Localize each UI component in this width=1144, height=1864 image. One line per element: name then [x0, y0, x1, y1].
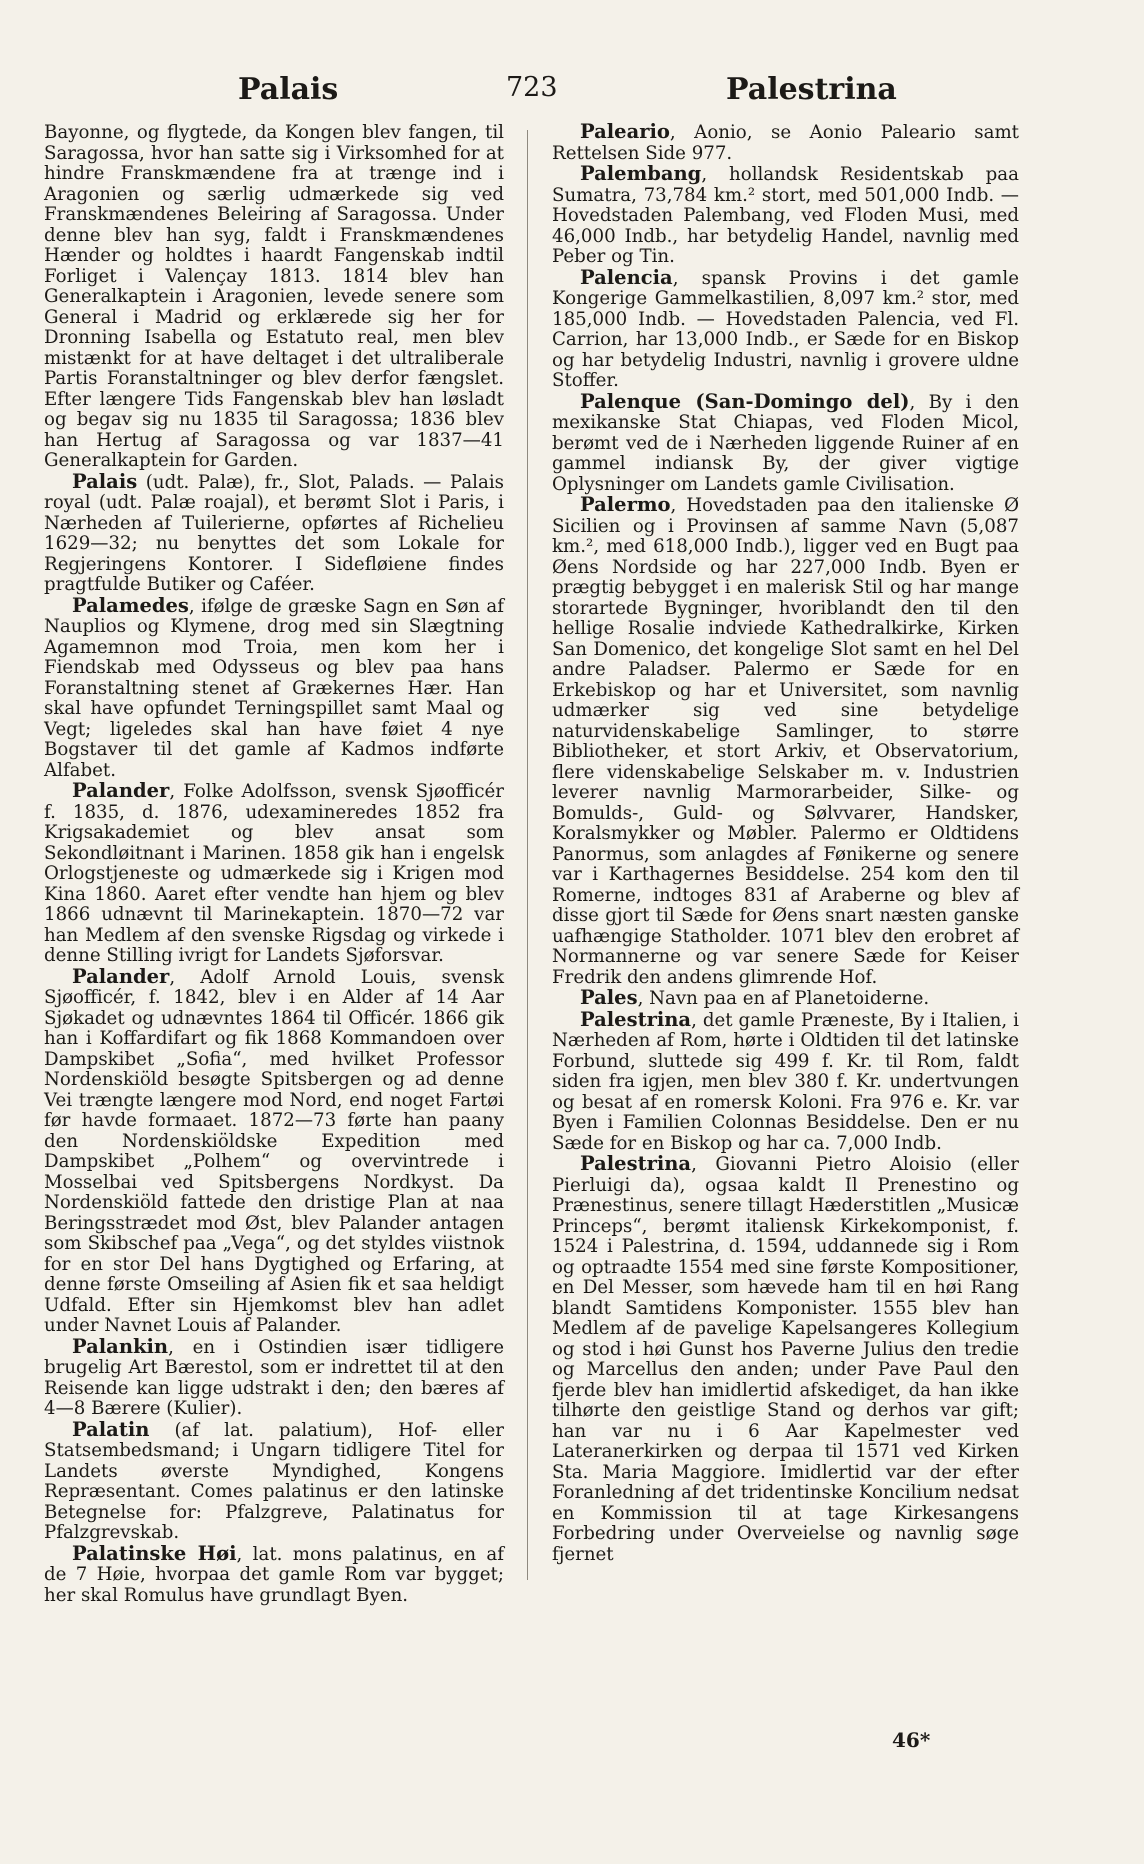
dictionary-entry: [552, 265, 1019, 392]
entry-headword: Palander: [72, 964, 170, 988]
entry-text: , hollandsk Residentskab paa Sumatra, 73,784 km.² stort, med 501,000 Indb. — Hovedstaden Palembang, ved Floden Musi, med 46,000 Indb., har betydelig Handel, navnlig med Peber og Tin.: [552, 164, 1019, 267]
page-number: 723: [506, 72, 558, 103]
entry-headword: Palankin: [72, 1334, 169, 1358]
entry-text: , Hovedstaden paa den italienske Ø Sicilien og i Provinsen af samme Navn (5,087 km.², med 618,000 Indb.), ligger ved en Bugt paa Øens Nordside og har 227,000 Indb. Byen er prægtig bebygget i en malerisk Stil og har mange storartede Bygninger, hvoriblandt den til den hellige Rosalie indviede Kathedralkirke, Kirken San Domenico, det kongelige Slot samt en hel Del andre Paladser. Palermo er Sæde for en Erkebiskop og har et Universitet, som navnlig udmærker sig ved sine betydelige naturvidenskabelige Samlinger, to større Bibliotheker, et stort Arkiv, et Observatorium, flere videnskabelige Selskaber m. v. Industrien leverer navnlig Marmorarbeider, Silke- og Bomulds-, Guld- og Sølvvarer, Handsker, Koralsmykker og Møbler. Palermo er Oldtidens Panormus, som anlagdes af Fønikerne og senere var i Karthagernes Besiddelse. 254 kom den til Romerne, indtoges 831 af Araberne og blev af disse gjort til Sæde for Øens snart næsten ganske uafhængige Statholder. 1071 blev den erobret af Normannerne og var senere Sæde for Keiser Fredrik den andens glimrende Hof.: [552, 495, 1019, 988]
dictionary-entry: [44, 1541, 505, 1607]
entry-text: Bayonne, og flygtede, da Kongen blev fangen, til Saragossa, hvor han satte sig i Virksomhed for at hindre Franskmændene fra at trænge ind i Aragonien og særlig udmærkede sig ved Franskmændenes Beleiring af Saragossa. Under denne blev han syg, faldt i Franskmændenes Hænder og holdtes i haardt Fangenskab indtil Forliget i Valençay 1813. 1814 blev han Generalkaptein i Aragonien, levede senere som General i Madrid og erklærede sig her for Dronning Isabella og Estatuto real, men blev mistænkt for at have deltaget i det ultraliberale Partis Foranstaltninger og blev derfor fængslet. Efter længere Tids Fangenskab blev han løsladt og begav sig nu 1835 til Saragossa; 1836 blev han Hertug af Saragossa og var 1837—41 Generalkaptein for Garden.: [44, 122, 504, 471]
dictionary-entry: [44, 781, 504, 967]
entry-headword: Palermo: [580, 493, 671, 516]
entry-text: , lat. mons palatinus, en af de 7 Høie, hvorpaa det gamle Rom var bygget; her skal Romulus have grundlagt Byen.: [44, 1543, 505, 1606]
entry-text: , Navn paa en af Planetoiderne.: [637, 988, 930, 1009]
entry-text: , det gamle Præneste, By i Italien, i Nærheden af Rom, hørte i Oldtiden til det latinske Forbund, sluttede sig 499 f. Kr. til Rom, faldt siden fra igjen, men blev 380 f. Kr. undertvungen og besat af en romersk Koloni. Fra 976 e. Kr. var Byen i Familien Colonnas Besiddelse. Den er nu Sæde for en Biskop og har ca. 7,000 Indb.: [552, 1009, 1019, 1154]
entry-text: , Giovanni Pietro Aloisio (eller Pierluigi da), ogsaa kaldt Il Prenestino og Prænestinus, senere tillagt Hæderstitlen „Musicæ Princeps“, berømt italiensk Kirkekomponist, f. 1524 i Palestrina, d. 1594, uddannede sig i Rom og optraadte 1554 med sine første Kompositioner, en Del Messer, som hævede ham til en høi Rang blandt Samtidens Komponister. 1555 blev han Medlem af de pavelige Kapelsangeres Kollegium og stod i høi Gunst hos Paverne Julius den tredie og Marcellus den anden; under Pave Paul den fjerde blev han imidlertid afskediget, da han ikke tilhørte den geistlige Stand og derhos var gift; han var nu i 6 Aar Kapelmester ved Lateranerkirken og derpaa til 1571 ved Kirken Sta. Maria Maggiore. Imidlertid var der efter Foranledning af det tridentinske Koncilium nedsat en Kommission til at tage Kirkesangens Forbedring under Overveielse og navnlig søge fjernet: [552, 1154, 1019, 1565]
dictionary-entry: [552, 122, 1019, 164]
dictionary-entry: [552, 389, 1019, 496]
dictionary-entry: [552, 1007, 1019, 1155]
entry-text: , By i den mexikanske Stat Chiapas, ved Floden Micol, berømt ved de i Nærheden liggende Ruiner af en gammel indiansk By, der giver vigtige Oplysninger om Landets gamle Civilisation.: [552, 391, 1019, 495]
dictionary-entry: [552, 1154, 1019, 1565]
entry-text: (udt. Palæ), fr., Slot, Palads. — Palais royal (udt. Palæ roajal), et berømt Slot i Paris, i Nærheden af Tuilerierne, opførtes af Richelieu 1629—32; nu benyttes det som Lokale for Regjeringens Kontorer. I Sidefløiene findes pragtfulde Butiker og Caféer.: [44, 471, 504, 595]
entry-text: , Adolf Arnold Louis, svensk Sjøofficér, f. 1842, blev i en Alder af 14 Aar Sjøkadet og udnævntes 1864 til Officér. 1866 gik han i Koffardifart og fik 1868 Kommandoen over Dampskibet „Sofia“, med hvilket Professor Nordenskiöld besøgte Spitsbergen og ad denne Vei trængte længere mod Nord, end noget Fartøi før havde formaaet. 1872—73 førte han paany den Nordenskiöldske Expedition med Dampskibet „Polhem“ og overvintrede i Mosselbai ved Spitsbergens Nordkyst. Da Nordenskiöld fattede den dristige Plan at naa Beringsstrædet mod Øst, blev Palander antagen som Skibschef paa „Vega“, og det styldes viistnok for en stor Del hans Dygtighed og Erfaring, at denne første Omseiling af Asien fik et saa heldigt Udfald. Efter sin Hjemkomst blev han adlet under Navnet Louis af Palander.: [44, 966, 504, 1336]
entry-headword: Palamedes: [72, 593, 189, 617]
right-column: [552, 122, 1019, 1565]
signature-mark: 46*: [892, 1728, 931, 1752]
dictionary-entry: [44, 1334, 504, 1420]
entry-text: , spansk Provins i det gamle Kongerige Gammelkastilien, 8,097 km.² stor, med 185,000 Indb. — Hovedstaden Palencia, ved Fl. Carrion, har 13,000 Indb., er Sæde for en Biskop og har betydelig Industri, navnlig i grovere uldne Stoffer.: [552, 267, 1019, 391]
entry-headword: Paleario: [580, 120, 670, 143]
entry-headword: Palatinske Høi: [72, 1541, 237, 1565]
running-head-left: Palais: [238, 72, 339, 107]
entry-text: , Aonio, se Aonio Paleario samt Rettelsen Side 977.: [552, 122, 1019, 164]
entry-text: , ifølge de græske Sagn en Søn af Nauplios og Klymene, drog med sin Slægtning Agamemnon mod Troia, men kom her i Fiendskab med Odysseus og blev paa hans Foranstaltning stenet af Grækernes Hær. Han skal have opfundet Terningspillet samt Maal og Vegt; ligeledes skal han have føiet 4 nye Bogstaver til det gamle af Kadmos indførte Alfabet.: [44, 595, 504, 781]
entry-headword: Palander: [72, 779, 170, 802]
dictionary-entry: [552, 164, 1019, 268]
entry-headword: Palatin: [72, 1417, 150, 1441]
entry-headword: Pales: [580, 986, 638, 1009]
entry-headword: Palais: [72, 469, 138, 493]
left-column: [44, 122, 504, 1606]
running-head-right: Palestrina: [726, 72, 897, 107]
entry-headword: Palestrina: [580, 1007, 692, 1031]
entry-text: , Folke Adolfsson, svensk Sjøofficér f. 1835, d. 1876, udexamineredes 1852 fra Krigsakademiet og blev ansat som Sekondløitnant i Marinen. 1858 gik han i engelsk Orlogstjeneste og udmærkede sig i Krigen mod Kina 1860. Aaret efter vendte han hjem og blev 1866 udnævnt til Marinekaptein. 1870—72 var han Medlem af den svenske Rigsdag og virkede i denne Stilling ivrigt for Landets Sjøforsvar.: [44, 781, 504, 966]
entry-text: , en i Ostindien især tidligere brugelig Art Bærestol, som er indrettet til at den Reisende kan ligge udstrakt i den; den bæres af 4—8 Bærere (Kulier).: [44, 1336, 504, 1419]
dictionary-entry: [552, 988, 1019, 1010]
entry-headword: Palenque (San-Domingo del): [580, 389, 910, 413]
dictionary-entry: [44, 964, 504, 1337]
entry-headword: Palencia: [580, 265, 673, 289]
dictionary-entry: [552, 495, 1019, 988]
column-divider: [527, 130, 528, 1580]
dictionary-entry: [44, 1417, 504, 1544]
entry-headword: Palembang: [580, 162, 702, 185]
entry-headword: Palestrina: [580, 1152, 692, 1175]
dictionary-entry: [44, 593, 504, 782]
dictionary-entry: [44, 469, 504, 596]
entry-text: (af lat. palatium), Hof- eller Statsembedsmand; i Ungarn tidligere Titel for Landets øverste Myndighed, Kongens Repræsentant. Comes palatinus er den latinske Betegnelse for: Pfalzgreve, Palatinatus for Pfalzgrevskab.: [44, 1419, 504, 1543]
dictionary-entry: [44, 122, 504, 472]
